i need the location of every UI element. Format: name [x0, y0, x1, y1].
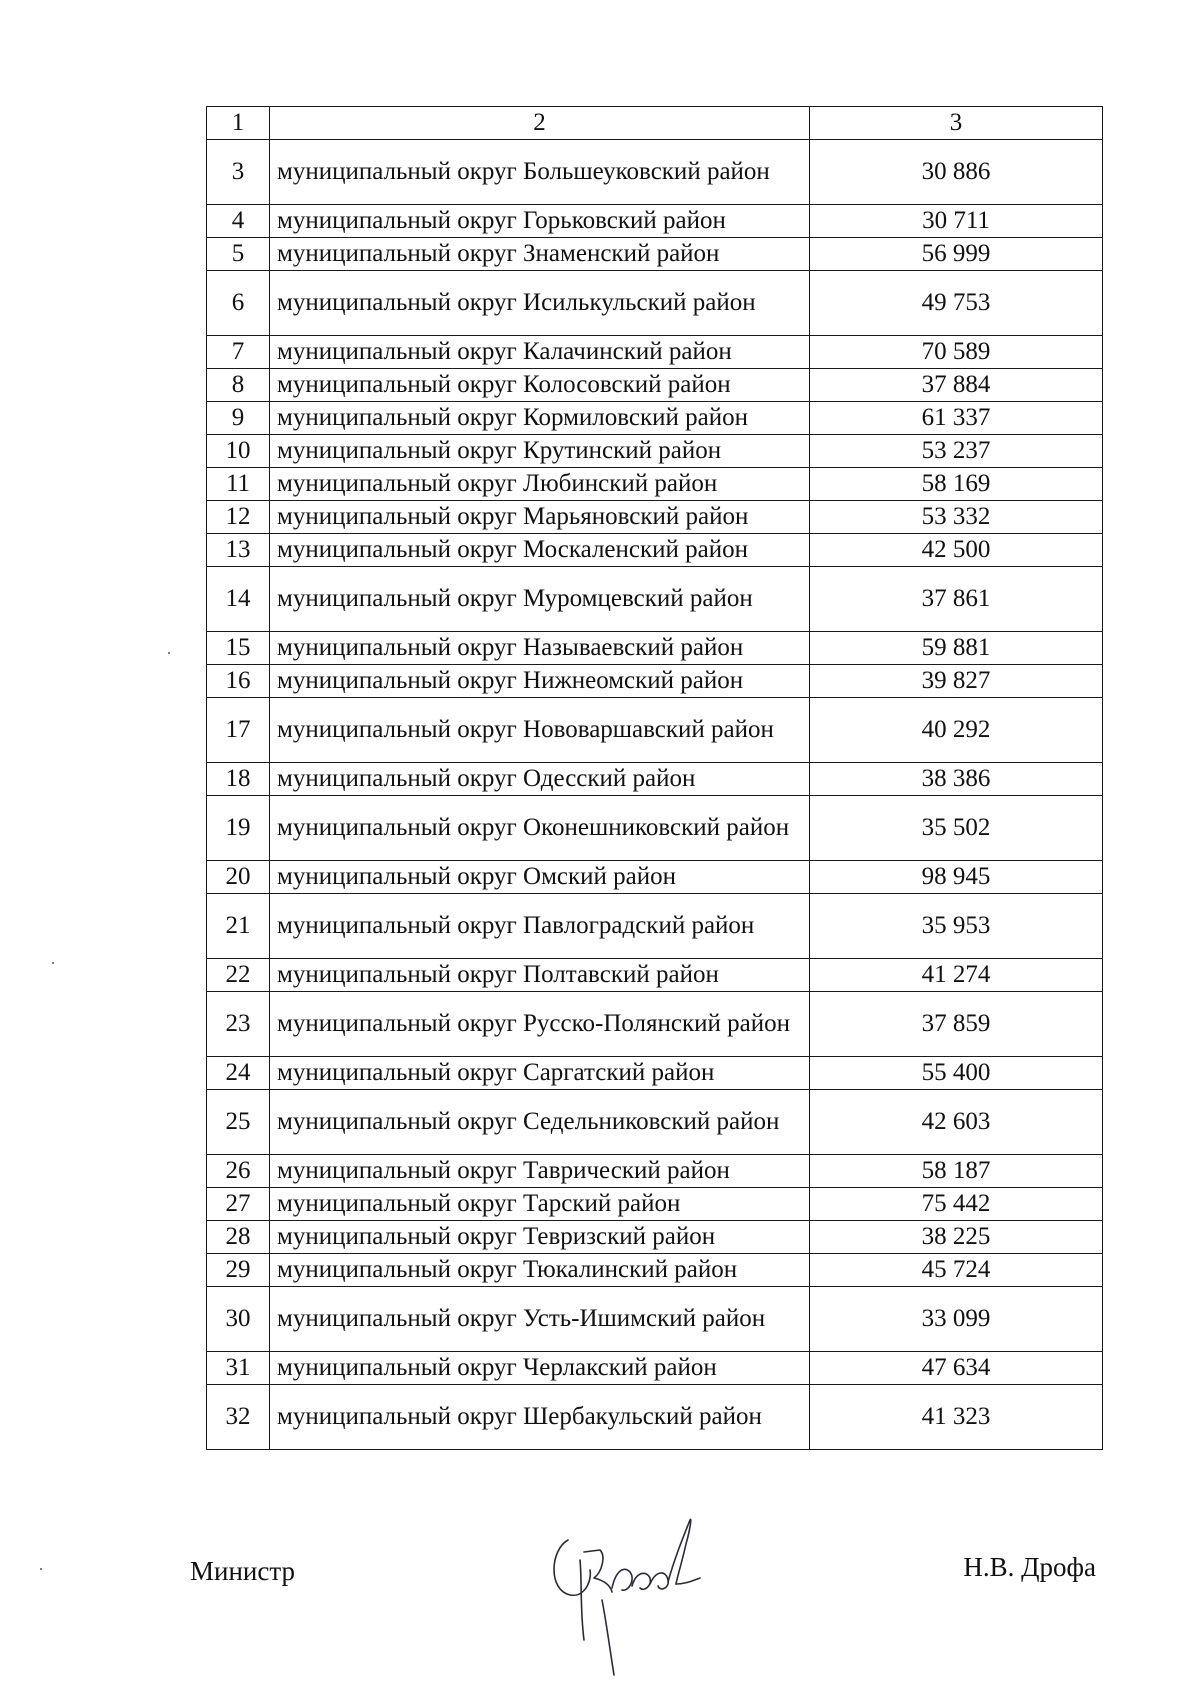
amount-cell: 30 711	[810, 205, 1103, 238]
table-row	[207, 1385, 1103, 1450]
header-row	[207, 107, 1103, 140]
amount-cell: 40 292	[810, 698, 1103, 763]
amount-cell: 37 859	[810, 992, 1103, 1057]
table-row	[207, 1287, 1103, 1352]
table-row	[207, 205, 1103, 238]
row-number-cell: 30	[207, 1287, 270, 1352]
amount-cell: 53 237	[810, 435, 1103, 468]
amount-cell: 41 274	[810, 959, 1103, 992]
amount-cell: 35 502	[810, 796, 1103, 861]
table-row	[207, 665, 1103, 698]
amount-cell: 38 386	[810, 763, 1103, 796]
table-row	[207, 959, 1103, 992]
amount-cell: 61 337	[810, 402, 1103, 435]
row-number-cell: 8	[207, 369, 270, 402]
row-number-cell: 23	[207, 992, 270, 1057]
row-number-cell: 19	[207, 796, 270, 861]
district-name-cell: муниципальный округ Черлакский район	[270, 1352, 810, 1385]
table-row	[207, 271, 1103, 336]
row-number-cell: 26	[207, 1155, 270, 1188]
table-row	[207, 336, 1103, 369]
row-number-cell: 20	[207, 861, 270, 894]
amount-cell: 75 442	[810, 1188, 1103, 1221]
district-name-cell: муниципальный округ Муромцевский район	[270, 567, 810, 632]
amount-cell: 38 225	[810, 1221, 1103, 1254]
row-number-cell: 12	[207, 501, 270, 534]
row-number-cell: 6	[207, 271, 270, 336]
table-row	[207, 1188, 1103, 1221]
amount-cell: 42 603	[810, 1090, 1103, 1155]
table-row	[207, 369, 1103, 402]
district-name-cell: муниципальный округ Марьяновский район	[270, 501, 810, 534]
amount-cell: 47 634	[810, 1352, 1103, 1385]
table-row	[207, 632, 1103, 665]
district-name-cell: муниципальный округ Шербакульский район	[270, 1385, 810, 1450]
table-row	[207, 763, 1103, 796]
row-number-cell: 32	[207, 1385, 270, 1450]
row-number-cell: 9	[207, 402, 270, 435]
row-number-cell: 13	[207, 534, 270, 567]
row-number-cell: 17	[207, 698, 270, 763]
table-header	[207, 107, 1103, 140]
table-row	[207, 894, 1103, 959]
table-row	[207, 435, 1103, 468]
handwritten-signature-icon	[540, 1500, 740, 1680]
amount-cell: 42 500	[810, 534, 1103, 567]
header-cell-number: 1	[207, 107, 270, 140]
row-number-cell: 4	[207, 205, 270, 238]
amount-cell: 59 881	[810, 632, 1103, 665]
district-name-cell: муниципальный округ Омский район	[270, 861, 810, 894]
row-number-cell: 21	[207, 894, 270, 959]
district-name-cell: муниципальный округ Нововаршавский район	[270, 698, 810, 763]
row-number-cell: 27	[207, 1188, 270, 1221]
district-name-cell: муниципальный округ Нижнеомский район	[270, 665, 810, 698]
district-name-cell: муниципальный округ Тюкалинский район	[270, 1254, 810, 1287]
district-name-cell: муниципальный округ Саргатский район	[270, 1057, 810, 1090]
district-name-cell: муниципальный округ Горьковский район	[270, 205, 810, 238]
amount-cell: 39 827	[810, 665, 1103, 698]
district-name-cell: муниципальный округ Калачинский район	[270, 336, 810, 369]
allocation-table	[206, 106, 1103, 1450]
header-cell-value: 3	[810, 107, 1103, 140]
table-row	[207, 698, 1103, 763]
district-name-cell: муниципальный округ Колосовский район	[270, 369, 810, 402]
table-body	[207, 140, 1103, 1450]
row-number-cell: 31	[207, 1352, 270, 1385]
district-name-cell: муниципальный округ Русско-Полянский район	[270, 992, 810, 1057]
scan-speck	[168, 652, 170, 654]
row-number-cell: 28	[207, 1221, 270, 1254]
district-name-cell: муниципальный округ Большеуковский район	[270, 140, 810, 205]
scan-speck	[52, 962, 54, 964]
table-row	[207, 567, 1103, 632]
amount-cell: 37 884	[810, 369, 1103, 402]
table-row	[207, 1155, 1103, 1188]
amount-cell: 35 953	[810, 894, 1103, 959]
amount-cell: 33 099	[810, 1287, 1103, 1352]
district-name-cell: муниципальный округ Исилькульский район	[270, 271, 810, 336]
row-number-cell: 15	[207, 632, 270, 665]
table-row	[207, 238, 1103, 271]
amount-cell: 49 753	[810, 271, 1103, 336]
district-name-cell: муниципальный округ Называевский район	[270, 632, 810, 665]
table-row	[207, 402, 1103, 435]
district-name-cell: муниципальный округ Москаленский район	[270, 534, 810, 567]
district-name-cell: муниципальный округ Тевризский район	[270, 1221, 810, 1254]
amount-cell: 30 886	[810, 140, 1103, 205]
district-name-cell: муниципальный округ Усть-Ишимский район	[270, 1287, 810, 1352]
table-row	[207, 501, 1103, 534]
amount-cell: 41 323	[810, 1385, 1103, 1450]
amount-cell: 37 861	[810, 567, 1103, 632]
district-name-cell: муниципальный округ Любинский район	[270, 468, 810, 501]
district-name-cell: муниципальный округ Крутинский район	[270, 435, 810, 468]
row-number-cell: 5	[207, 238, 270, 271]
row-number-cell: 24	[207, 1057, 270, 1090]
district-name-cell: муниципальный округ Оконешниковский район	[270, 796, 810, 861]
allocation-table-container	[206, 106, 1102, 1450]
row-number-cell: 11	[207, 468, 270, 501]
district-name-cell: муниципальный округ Тарский район	[270, 1188, 810, 1221]
amount-cell: 55 400	[810, 1057, 1103, 1090]
table-row	[207, 992, 1103, 1057]
district-name-cell: муниципальный округ Кормиловский район	[270, 402, 810, 435]
table-row	[207, 1057, 1103, 1090]
row-number-cell: 25	[207, 1090, 270, 1155]
amount-cell: 58 169	[810, 468, 1103, 501]
district-name-cell: муниципальный округ Одесский район	[270, 763, 810, 796]
table-row	[207, 468, 1103, 501]
table-row	[207, 796, 1103, 861]
district-name-cell: муниципальный округ Полтавский район	[270, 959, 810, 992]
amount-cell: 58 187	[810, 1155, 1103, 1188]
signer-name: Н.В. Дрофа	[963, 1552, 1096, 1582]
district-name-cell: муниципальный округ Знаменский район	[270, 238, 810, 271]
table-row	[207, 1352, 1103, 1385]
signer-title: Министр	[190, 1556, 295, 1586]
amount-cell: 70 589	[810, 336, 1103, 369]
amount-cell: 53 332	[810, 501, 1103, 534]
table-row	[207, 534, 1103, 567]
row-number-cell: 10	[207, 435, 270, 468]
table-row	[207, 861, 1103, 894]
scan-speck	[40, 1568, 42, 1570]
row-number-cell: 29	[207, 1254, 270, 1287]
amount-cell: 56 999	[810, 238, 1103, 271]
amount-cell: 45 724	[810, 1254, 1103, 1287]
row-number-cell: 22	[207, 959, 270, 992]
row-number-cell: 18	[207, 763, 270, 796]
amount-cell: 98 945	[810, 861, 1103, 894]
table-row	[207, 140, 1103, 205]
table-row	[207, 1221, 1103, 1254]
row-number-cell: 14	[207, 567, 270, 632]
table-row	[207, 1090, 1103, 1155]
row-number-cell: 7	[207, 336, 270, 369]
row-number-cell: 16	[207, 665, 270, 698]
district-name-cell: муниципальный округ Седельниковский район	[270, 1090, 810, 1155]
row-number-cell: 3	[207, 140, 270, 205]
district-name-cell: муниципальный округ Таврический район	[270, 1155, 810, 1188]
district-name-cell: муниципальный округ Павлоградский район	[270, 894, 810, 959]
table-row	[207, 1254, 1103, 1287]
signature-block	[0, 1480, 1200, 1680]
header-cell-name: 2	[270, 107, 810, 140]
